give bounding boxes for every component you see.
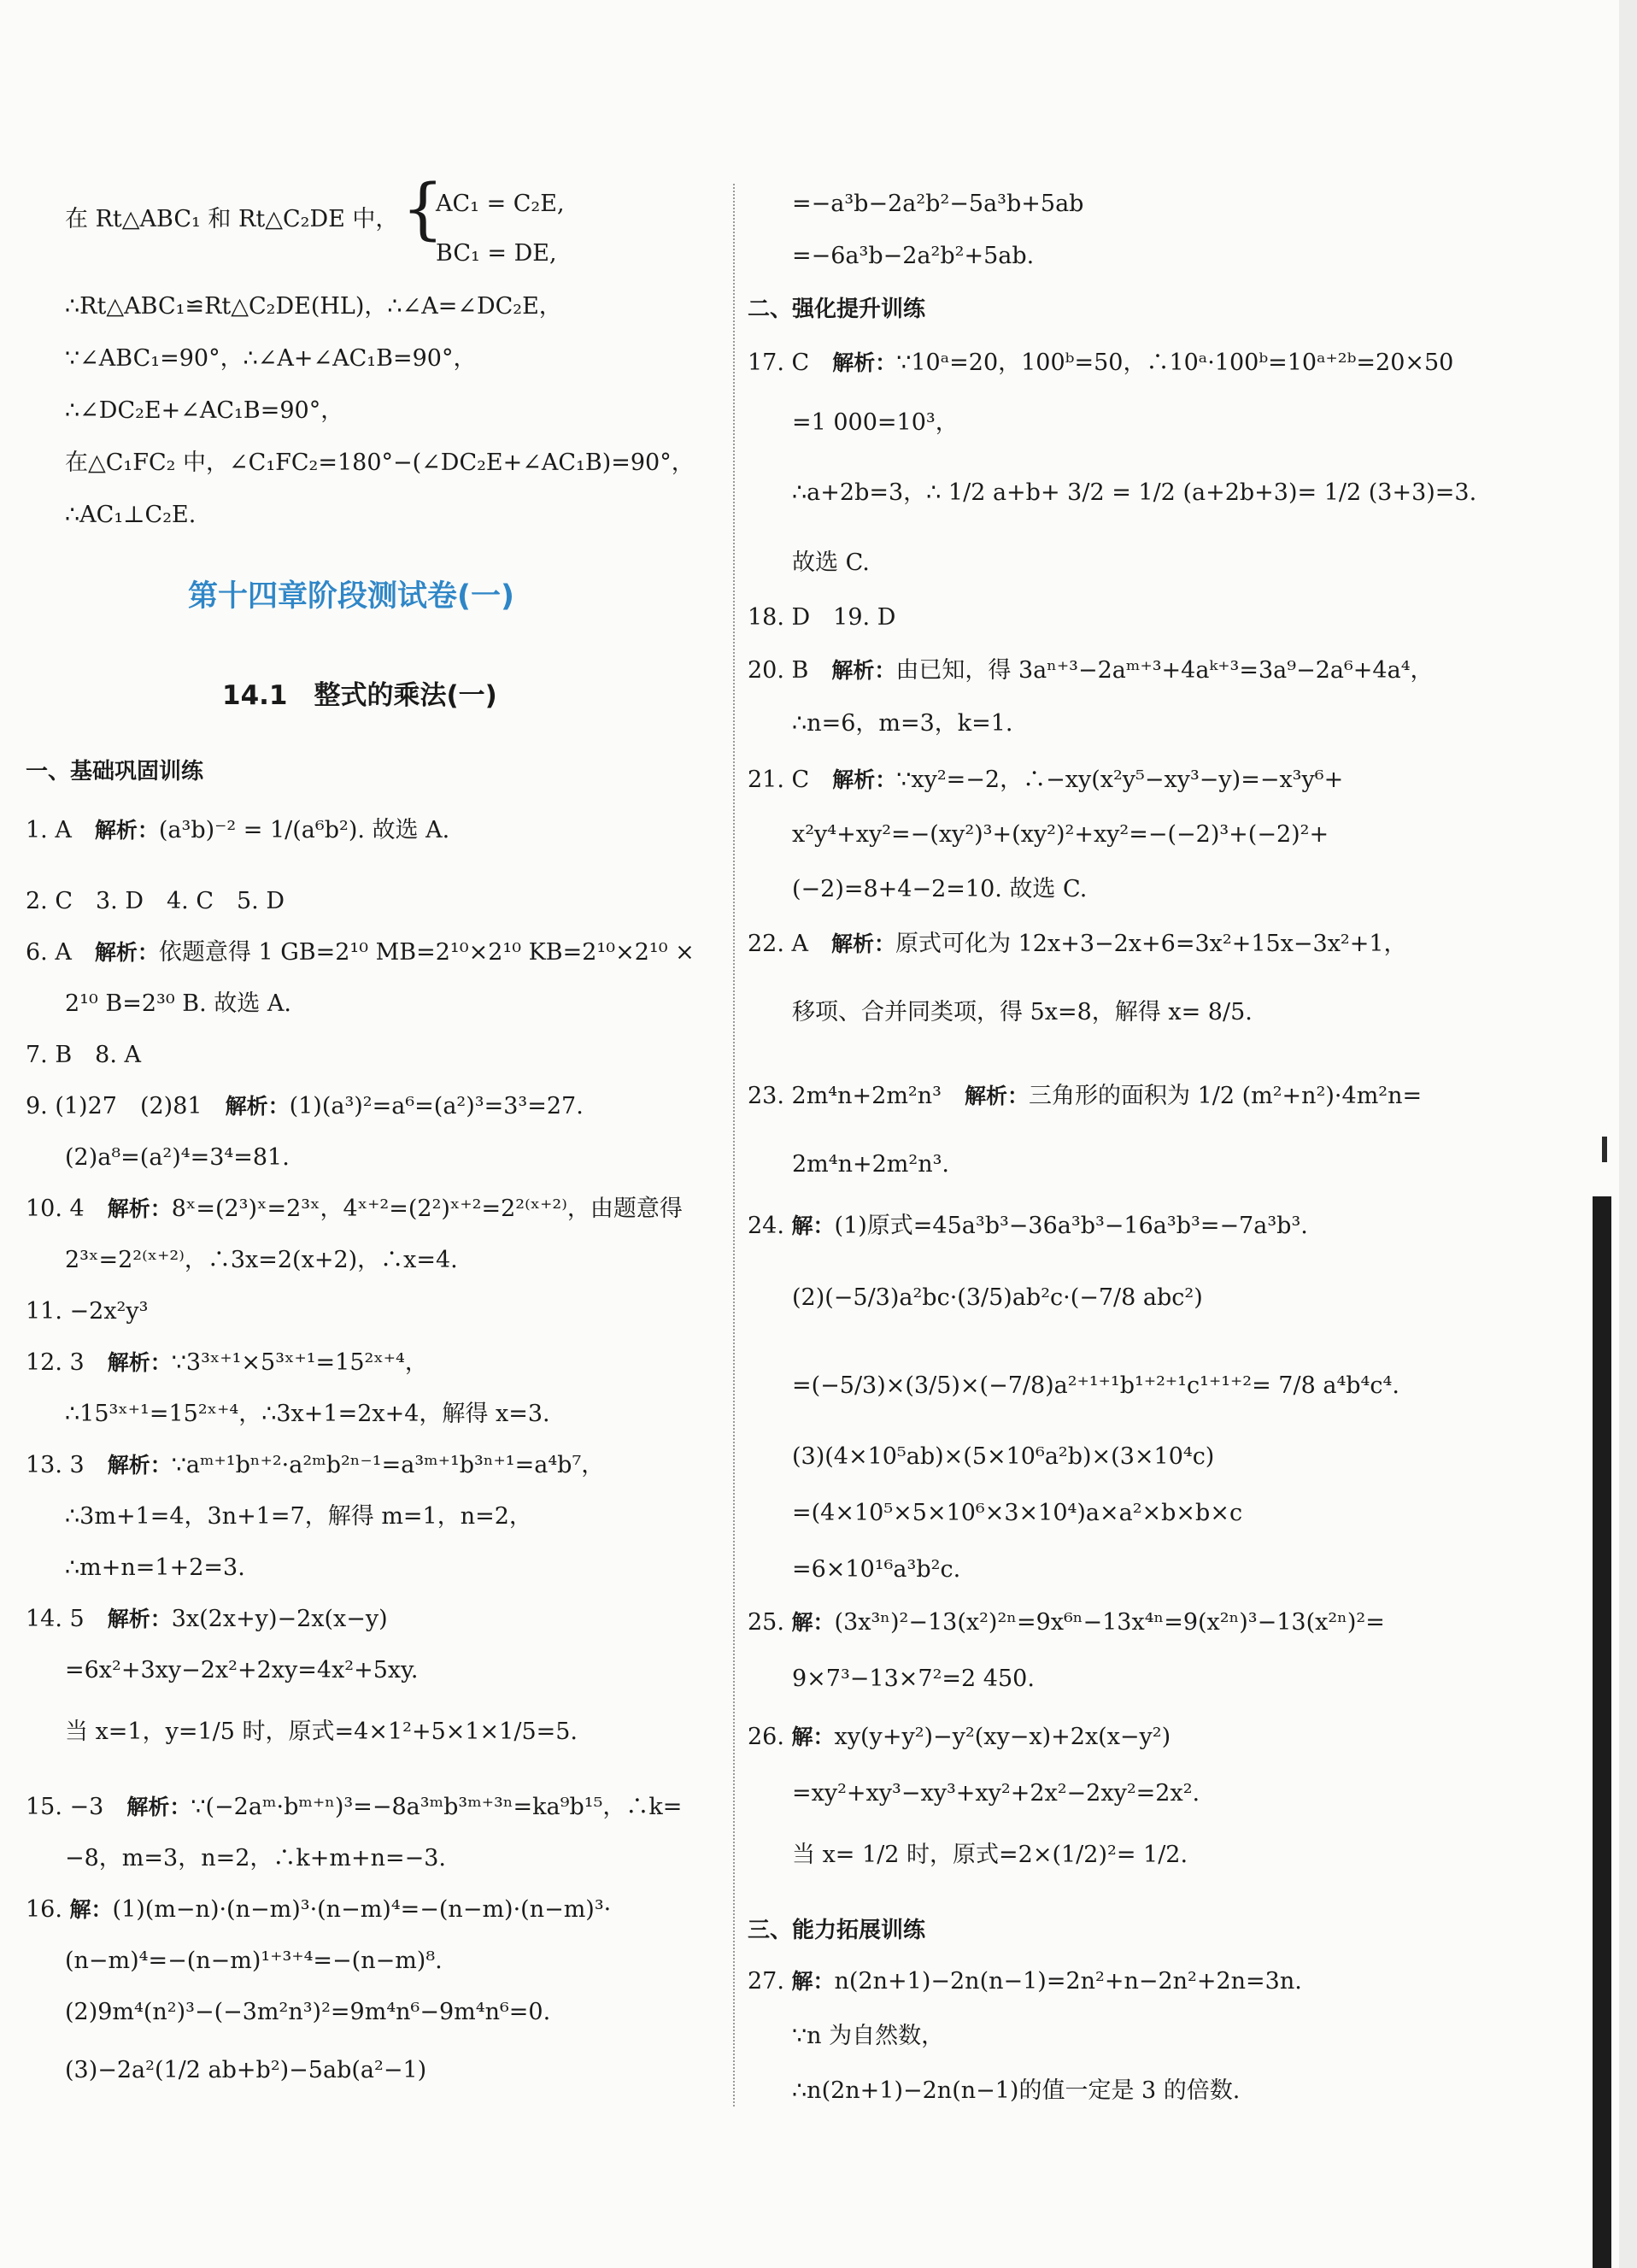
answer-body: 3x(2x+y)−2x(x−y) (171, 1606, 388, 1632)
section-heading-2: 二、强化提升训练 (748, 297, 926, 322)
answer-21-cont-1: x²y⁴+xy²=−(xy²)³+(xy²)²+xy²=−(−2)³+(−2)²+ (792, 821, 1329, 848)
scan-margin (1619, 0, 1637, 2268)
answer-13-cont-1: ∴3m+1=4，3n+1=7，解得 m=1，n=2， (65, 1503, 532, 1530)
answer-15-cont: −8，m=3，n=2，∴k+m+n=−3. (65, 1845, 447, 1871)
proof-line-6: ∴AC₁⊥C₂E. (65, 502, 197, 528)
answer-2-5: 2. C 3. D 4. C 5. D (26, 888, 285, 914)
analysis-label: 解析： (107, 1453, 172, 1478)
answer-6-cont: 2¹⁰ B=2³⁰ B. 故选 A. (65, 990, 291, 1017)
answer-22-cont: 移项、合并同类项，得 5x=8，解得 x= 8/5. (792, 999, 1253, 1025)
answer-20-cont: ∴n=6，m=3，k=1. (792, 710, 1013, 737)
answer-num: 17. C (748, 350, 833, 376)
answer-22 (748, 930, 1407, 959)
answer-num: 14. 5 (26, 1606, 108, 1632)
answer-24-cont-3: (3)(4×10⁵ab)×(5×10⁶a²b)×(3×10⁴c) (792, 1443, 1215, 1470)
analysis-label: 解析： (831, 658, 896, 683)
answer-11: 11. −2x²y³ (26, 1298, 149, 1325)
answer-25-cont: 9×7³−13×7²=2 450. (792, 1666, 1035, 1692)
proof-line-4: ∴∠DC₂E+∠AC₁B=90°， (65, 397, 344, 424)
answer-21-cont-2: (−2)=8+4−2=10. 故选 C. (792, 876, 1088, 902)
answer-9-cont: (2)a⁸=(a²)⁴=3⁴=81. (65, 1144, 290, 1171)
answer-26-cont-2: 当 x= 1/2 时，原式=2×(1/2)²= 1/2. (792, 1842, 1188, 1868)
answer-body: ∵10ᵃ=20，100ᵇ=50，∴10ᵃ·100ᵇ=10ᵃ⁺²ᵇ=20×50 (896, 350, 1454, 376)
answer-body: 三角形的面积为 1/2 (m²+n²)·4m²n= (1028, 1083, 1423, 1109)
answer-17-cont-2: ∴a+2b=3，∴ 1/2 a+b+ 3/2 = 1/2 (a+2b+3)= 1/2 (3+3)=3. (792, 479, 1477, 506)
answer-num: 9. (1)27 (2)81 (26, 1093, 226, 1119)
answer-body: (1)(a³)²=a⁶=(a²)³=3³=27. (289, 1093, 584, 1119)
answer-body: ∵(−2aᵐ·bᵐ⁺ⁿ)³=−8a³ᵐb³ᵐ⁺³ⁿ=ka⁹b¹⁵，∴k= (191, 1794, 683, 1820)
answer-num: 27. (748, 1968, 792, 1995)
answer-num: 16. (26, 1896, 70, 1923)
analysis-label: 解析： (107, 1350, 172, 1375)
answer-14 (26, 1605, 388, 1634)
answer-27 (748, 1967, 1302, 1996)
section-heading-1: 一、基础巩固训练 (26, 759, 204, 784)
answer-10-cont: 2³ˣ=2²⁽ˣ⁺²⁾，∴3x=2(x+2)，∴x=4. (65, 1247, 458, 1273)
analysis-label: 解析： (964, 1084, 1029, 1108)
column-divider (733, 184, 736, 2106)
answer-23-cont: 2m⁴n+2m²n³. (792, 1151, 950, 1178)
answer-26-cont-1: =xy²+xy³−xy³+xy²+2x²−2xy²=2x². (792, 1780, 1200, 1807)
answer-body: (a³b)⁻² = 1/(a⁶b²). 故选 A. (158, 817, 450, 843)
answer-body: 由已知，得 3aⁿ⁺³−2aᵐ⁺³+4aᵏ⁺³=3a⁹−2a⁶+4a⁴， (895, 657, 1434, 684)
answer-body: ∵3³ˣ⁺¹×5³ˣ⁺¹=15²ˣ⁺⁴， (171, 1349, 428, 1376)
solution-label: 解： (791, 1725, 835, 1749)
answer-1 (26, 816, 449, 845)
analysis-label: 解析： (831, 931, 896, 956)
answer-num: 25. (748, 1609, 792, 1636)
analysis-label: 解析： (832, 767, 897, 792)
answer-9 (26, 1092, 584, 1121)
answer-27-cont-2: ∴n(2n+1)−2n(n−1)的值一定是 3 的倍数. (792, 2077, 1241, 2104)
proof-prefix: 在 Rt△ABC₁ 和 Rt△C₂DE 中， (65, 206, 399, 232)
answer-num: 23. 2m⁴n+2m²n³ (748, 1083, 965, 1109)
binding-shadow (1593, 1196, 1611, 2268)
answer-17-cont-1: =1 000=10³， (792, 409, 959, 436)
answer-18-19: 18. D 19. D (748, 604, 896, 631)
answer-body: ∵xy²=−2，∴−xy(x²y⁵−xy³−y)=−x³y⁶+ (896, 767, 1344, 793)
answer-body: (1)原式=45a³b³−36a³b³−16a³b³=−7a³b³. (834, 1213, 1308, 1239)
answer-12-cont: ∴15³ˣ⁺¹=15²ˣ⁺⁴，∴3x+1=2x+4，解得 x=3. (65, 1401, 550, 1427)
answer-16 (26, 1895, 611, 1924)
analysis-label: 解析： (94, 818, 159, 843)
answer-25 (748, 1608, 1385, 1637)
answer-26 (748, 1723, 1171, 1752)
answer-num: 1. A (26, 817, 95, 843)
answer-27-cont-1: ∵n 为自然数， (792, 2023, 945, 2049)
analysis-label: 解析： (832, 350, 897, 375)
proof-line-2: ∴Rt△ABC₁≌Rt△C₂DE(HL)，∴∠A=∠DC₂E， (65, 293, 562, 320)
continued-line-1: =−a³b−2a²b²−5a³b+5ab (792, 191, 1084, 217)
solution-label: 解： (791, 1610, 835, 1635)
section-heading-3: 三、能力拓展训练 (748, 1918, 926, 1943)
answer-24-cont-2: =(−5/3)×(3/5)×(−7/8)a²⁺¹⁺¹b¹⁺²⁺¹c¹⁺¹⁺²= 7/8 a⁴b⁴c⁴. (792, 1372, 1399, 1399)
answer-num: 24. (748, 1213, 792, 1239)
answer-num: 6. A (26, 939, 95, 966)
answer-body: n(2n+1)−2n(n−1)=2n²+n−2n²+2n=3n. (834, 1968, 1302, 1995)
lesson-title: 14.1 整式的乘法(一) (222, 680, 497, 711)
answer-body: (3x³ⁿ)²−13(x²)²ⁿ=9x⁶ⁿ−13x⁴ⁿ=9(x²ⁿ)³−13(x²ⁿ)²= (834, 1609, 1385, 1636)
answer-21 (748, 766, 1343, 795)
answer-20 (748, 656, 1434, 685)
system-eq-b: BC₁ = DE, (436, 240, 557, 267)
answer-body: 8ˣ=(2³)ˣ=2³ˣ，4ˣ⁺²=(2²)ˣ⁺²=2²⁽ˣ⁺²⁾，由题意得 (171, 1196, 683, 1222)
answer-body: xy(y+y²)−y²(xy−x)+2x(x−y²) (834, 1724, 1171, 1750)
answer-num: 15. −3 (26, 1794, 127, 1820)
answer-num: 13. 3 (26, 1452, 108, 1478)
answer-body: ∵aᵐ⁺¹bⁿ⁺²·a²ᵐb²ⁿ⁻¹=a³ᵐ⁺¹b³ⁿ⁺¹=a⁴b⁷， (171, 1452, 605, 1478)
analysis-label: 解析： (107, 1607, 172, 1631)
answer-num: 12. 3 (26, 1349, 108, 1376)
answer-14-cont-1: =6x²+3xy−2x²+2xy=4x²+5xy. (65, 1657, 419, 1683)
analysis-label: 解析： (225, 1094, 290, 1119)
answer-num: 20. B (748, 657, 832, 684)
system-eq-a: AC₁ = C₂E, (436, 191, 565, 217)
answer-body: (1)(m−n)·(n−m)³·(n−m)⁴=−(n−m)·(n−m)³· (112, 1896, 612, 1923)
analysis-label: 解析： (107, 1196, 172, 1221)
binding-shadow-top (1602, 1137, 1607, 1162)
answer-num: 10. 4 (26, 1196, 108, 1222)
answer-num: 26. (748, 1724, 792, 1750)
chapter-title: 第十四章阶段测试卷(一) (188, 579, 514, 614)
answer-num: 22. A (748, 931, 832, 957)
answer-6 (26, 938, 695, 967)
system-brace: { (402, 171, 444, 248)
answer-7-8: 7. B 8. A (26, 1042, 142, 1068)
continued-line-2: =−6a³b−2a²b²+5ab. (792, 243, 1035, 269)
solution-label: 解： (791, 1213, 835, 1238)
answer-13 (26, 1451, 604, 1480)
proof-line-1 (26, 205, 398, 234)
analysis-label: 解析： (94, 940, 159, 965)
answer-24-cont-1: (2)(−5/3)a²bc·(3/5)ab²c·(−7/8 abc²) (792, 1284, 1203, 1311)
analysis-label: 解析： (126, 1795, 191, 1819)
answer-body: 原式可化为 12x+3−2x+6=3x²+15x−3x²+1， (895, 931, 1407, 957)
answer-body: 依题意得 1 GB=2¹⁰ MB=2¹⁰×2¹⁰ KB=2¹⁰×2¹⁰ × (158, 939, 695, 966)
answer-17-cont-3: 故选 C. (792, 549, 870, 576)
answer-12 (26, 1348, 428, 1378)
answer-13-cont-2: ∴m+n=1+2=3. (65, 1554, 245, 1581)
answer-15 (26, 1793, 682, 1822)
proof-line-3: ∵∠ABC₁=90°，∴∠A+∠AC₁B=90°， (65, 345, 477, 372)
answer-num: 21. C (748, 767, 833, 793)
answer-16-cont-3: (3)−2a²(1/2 ab+b²)−5ab(a²−1) (65, 2057, 427, 2083)
answer-10 (26, 1195, 683, 1224)
solution-label: 解： (69, 1897, 113, 1922)
proof-line-5: 在△C₁FC₂ 中，∠C₁FC₂=180°−(∠DC₂E+∠AC₁B)=90°， (65, 449, 695, 476)
answer-24-cont-5: =6×10¹⁶a³b²c. (792, 1556, 961, 1583)
answer-16-cont-1: (n−m)⁴=−(n−m)¹⁺³⁺⁴=−(n−m)⁸. (65, 1948, 443, 1974)
solution-label: 解： (791, 1969, 835, 1994)
answer-14-cont-2: 当 x=1，y=1/5 时，原式=4×1²+5×1×1/5=5. (65, 1719, 578, 1745)
answer-24-cont-4: =(4×10⁵×5×10⁶×3×10⁴)a×a²×b×b×c (792, 1500, 1243, 1526)
answer-24 (748, 1212, 1308, 1241)
answer-17 (748, 349, 1453, 378)
answer-23 (748, 1082, 1422, 1111)
answer-16-cont-2: (2)9m⁴(n²)³−(−3m²n³)²=9m⁴n⁶−9m⁴n⁶=0. (65, 1999, 551, 2025)
